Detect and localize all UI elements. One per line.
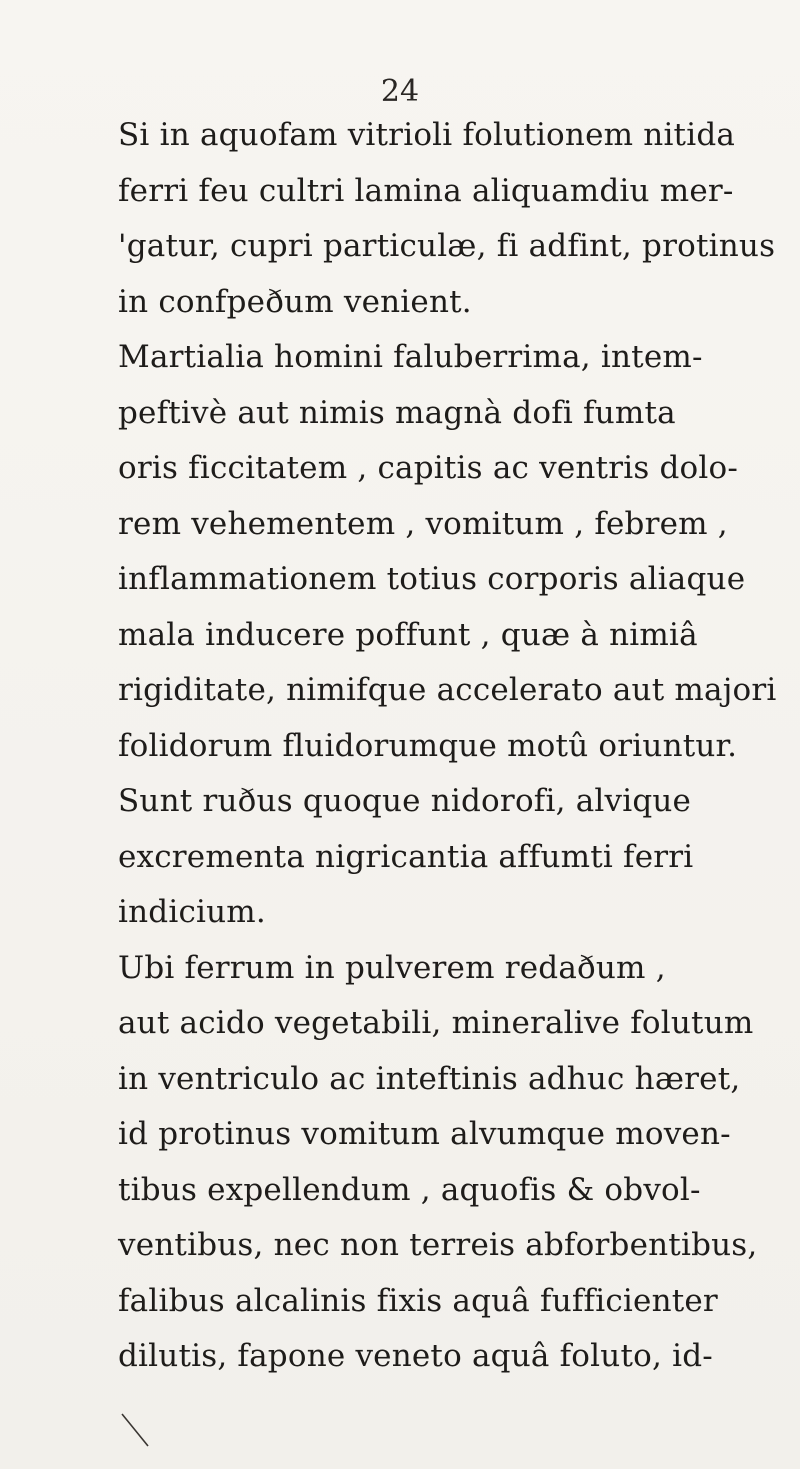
text-line: Martialia homini faluberrima, intem- [118,339,703,375]
text-line: falibus alcalinis fixis aquâ fufficienter [118,1282,718,1319]
backslash-mark-icon [118,1410,158,1450]
catchword-mark [118,1410,158,1450]
body-text [118,108,798,1385]
text-line: rigiditate, nimifque accelerato aut majori [118,672,777,708]
text-line: indicium. [118,894,266,930]
text-line: dilutis, fapone veneto aquâ foluto, id- [118,1338,713,1374]
text-line: excrementa nigricantia affumti ferri [118,838,694,875]
text-line: mala inducere poffunt , quæ à nimiâ [118,616,698,653]
text-line: 'gatur, cupri particulæ, fi adfint, protinus [118,228,776,264]
text-line: peftivè aut nimis magnà dofi fumta [118,394,676,431]
text-line: folidorum fluidorumque motû oriuntur. [118,727,738,764]
text-line: ventibus, nec non terreis abforbentibus, [118,1227,758,1263]
text-line: tibus expellendum , aquofis & obvol- [118,1171,701,1208]
text-line: rem vehementem , vomitum , febrem , [118,505,728,542]
page-number: 24 [380,74,420,109]
text-line: in ventriculo ac inteftinis adhuc hæret, [118,1060,741,1097]
text-line: inflammationem totius corporis aliaque [118,561,746,597]
text-line: Sunt ruðus quoque nidorofi, alvique [118,783,692,819]
text-line: oris ficcitatem , capitis ac ventris dolo- [118,450,739,486]
text-line: aut acido vegetabili, mineralive folutum [118,1005,754,1041]
text-line: Ubi ferrum in pulverem redaðum , [118,949,666,986]
text-line: id protinus vomitum alvumque moven- [118,1116,731,1152]
text-line: Si in aquofam vitrioli folutionem nitida [118,117,736,153]
text-line: in confpeðum venient. [118,283,472,320]
text-line: ferri feu cultri lamina aliquamdiu mer- [118,172,734,209]
